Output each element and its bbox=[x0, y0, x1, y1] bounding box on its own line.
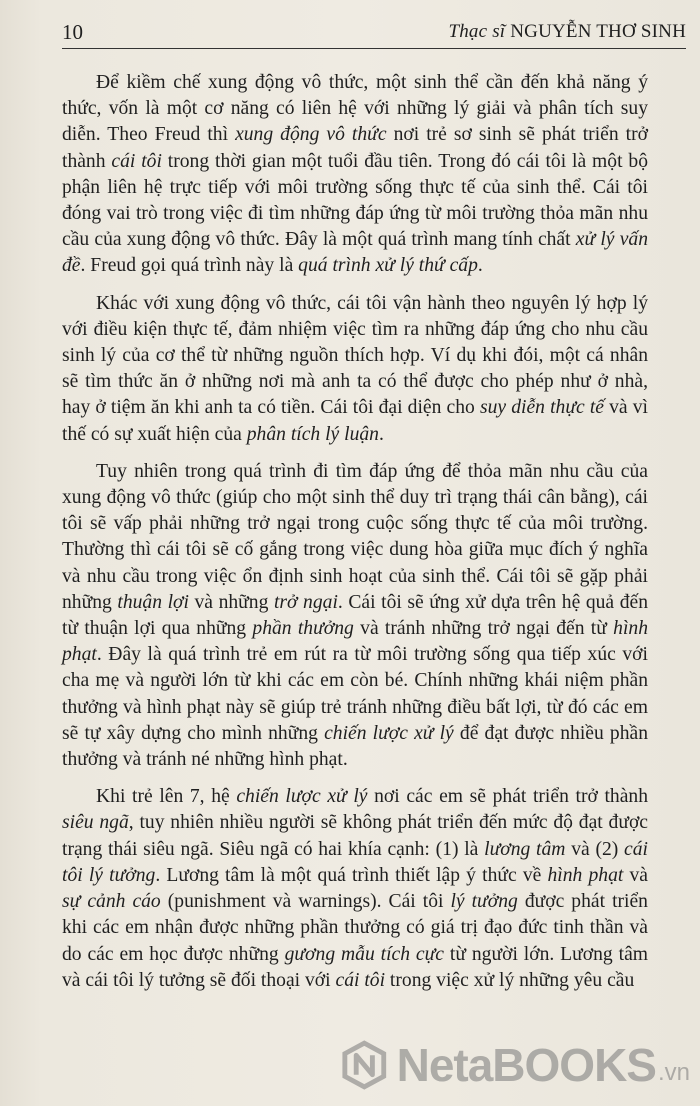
text-run: , tuy nhiên nhiều người sẽ không phát triển đến mức độ đạt được trạng thái siêu ngã. Siêu ngã có hai khía cạnh: (1) là bbox=[62, 812, 648, 860]
italic-term: xung động vô thức bbox=[235, 124, 387, 146]
text-run: Khi trẻ lên 7, hệ bbox=[96, 786, 237, 808]
running-head bbox=[448, 21, 686, 43]
italic-term: cái tôi bbox=[111, 150, 162, 172]
watermark-brand: NetaBOOKS bbox=[396, 1039, 656, 1091]
text-run: . Freud gọi quá trình này là bbox=[80, 255, 299, 277]
italic-term: lương tâm bbox=[484, 838, 566, 860]
text-run: Khác với xung động vô thức, cái tôi vận hành theo nguyên lý hợp lý với điều kiện thực tế, đảm nhiệm việc tìm ra những đáp ứng cho nhu cầu sinh lý của cơ thể từ những nguồn thích hợp. Ví dụ khi đói, một cá nhân sẽ tìm thức ăn ở những nơi mà anh ta có thể được cho phép như ở nhà, hay ở tiệm ăn khi anh ta có tiền. Cái tôi đại diện cho bbox=[62, 292, 648, 419]
italic-term: cái tôi lý tưởng bbox=[62, 838, 648, 886]
paragraph bbox=[62, 70, 648, 280]
text-run: trong việc xử lý những yêu cầu bbox=[385, 969, 635, 991]
italic-term: hình phạt bbox=[547, 864, 624, 886]
text-run: và tránh những trở ngại đến từ bbox=[353, 618, 614, 640]
text-run: và những bbox=[188, 591, 274, 613]
italic-term: phân tích lý luận bbox=[246, 423, 379, 445]
italic-term: trở ngại bbox=[273, 591, 338, 613]
italic-term: hình phạt bbox=[62, 618, 648, 666]
italic-term: chiến lược xử lý bbox=[236, 786, 368, 808]
text-run: và vì thế có sự xuất hiện của bbox=[62, 397, 649, 445]
italic-term: suy diễn thực tế bbox=[479, 397, 604, 419]
paragraph bbox=[62, 784, 648, 994]
text-run: Tuy nhiên trong quá trình đi tìm đáp ứng để thỏa mãn nhu cầu của xung động vô thức (giúp cho một sinh thể duy trì trạng thái cân bằng), cái tôi sẽ vấp phải những trở ngại trong cuộc sống thực tế của môi trường. Thường thì cái tôi sẽ cố gắng trong việc dung hòa giữa mục đích ý nghĩa và nhu cầu trong việc ổn định sinh hoạt của sinh thể. Cái tôi sẽ gặp phải những bbox=[62, 460, 648, 613]
text-run: . bbox=[477, 255, 483, 277]
text-run: . Lương tâm là một quá trình thiết lập ý thức về bbox=[155, 864, 548, 886]
text-run: nơi trẻ sơ sinh sẽ phát triển trở thành bbox=[62, 124, 648, 172]
text-run: trong thời gian một tuổi đầu tiên. Trong đó cái tôi là một bộ phận liên hệ trực tiếp với môi trường sống thực tế của sinh thể. Cái tôi đóng vai trò trong việc đi tìm những đáp ứng từ môi trường thỏa mãn nhu cầu của xung động vô thức. Đây là một quá trình mang tính chất bbox=[62, 150, 648, 251]
text-run: Để kiềm chế xung động vô thức, một sinh thể cần đến khả năng ý thức, vốn là một cơ năng có liên hệ với những lý giải và phân tích suy diễn. Theo Freud thì bbox=[62, 72, 648, 146]
text-run: và (2) bbox=[565, 838, 625, 860]
text-run: . Đây là quá trình trẻ em rút ra từ môi trường sống qua tiếp xúc với cha mẹ và người lớn từ khi các em còn bé. Chính những khái niệm phần thưởng và hình phạt này sẽ giúp trẻ tránh những điều bất lợi, từ đó các em sẽ tự xây dựng cho mình những bbox=[62, 644, 648, 744]
hexagon-n-logo-icon bbox=[340, 1036, 389, 1094]
text-run: được phát triển khi các em nhận được những phần thưởng có giá trị đạo đức tinh thần và do các em học được những bbox=[62, 891, 648, 965]
italic-term: thuận lợi bbox=[117, 591, 189, 613]
italic-term: cái tôi bbox=[335, 969, 386, 991]
italic-term: sự cảnh cáo bbox=[62, 891, 161, 913]
italic-term: siêu ngã bbox=[62, 812, 129, 834]
author-name: NGUYỄN THƠ SINH bbox=[510, 21, 686, 42]
text-run: . bbox=[378, 423, 384, 445]
page-header bbox=[62, 18, 686, 49]
text-run: . Cái tôi sẽ ứng xử dựa trên hệ quả đến từ thuận lợi qua những bbox=[62, 591, 648, 640]
italic-term: lý tưởng bbox=[450, 891, 518, 913]
body-text bbox=[62, 70, 648, 1005]
page-number: 10 bbox=[62, 20, 83, 44]
italic-term: gương mẫu tích cực bbox=[284, 943, 445, 965]
italic-term: quá trình xử lý thứ cấp bbox=[298, 255, 478, 277]
text-run: (punishment và warnings). Cái tôi bbox=[160, 891, 451, 913]
text-run: từ người lớn. Lương tâm và cái tôi lý tưởng sẽ đối thoại với bbox=[62, 943, 649, 991]
watermark bbox=[340, 1030, 690, 1100]
watermark-suffix: .vn bbox=[657, 1059, 690, 1086]
paragraph bbox=[62, 459, 648, 773]
italic-term: xử lý vấn đề bbox=[62, 229, 648, 277]
text-run: để đạt được nhiều phần thưởng và tránh né những hình phạt. bbox=[62, 722, 648, 771]
paragraph bbox=[62, 291, 648, 448]
author-title: Thạc sĩ bbox=[448, 21, 511, 42]
italic-term: phần thưởng bbox=[252, 618, 354, 640]
text-run: nơi các em sẽ phát triển trở thành bbox=[367, 786, 648, 808]
italic-term: chiến lược xử lý bbox=[324, 722, 454, 744]
text-run: và bbox=[623, 864, 648, 886]
